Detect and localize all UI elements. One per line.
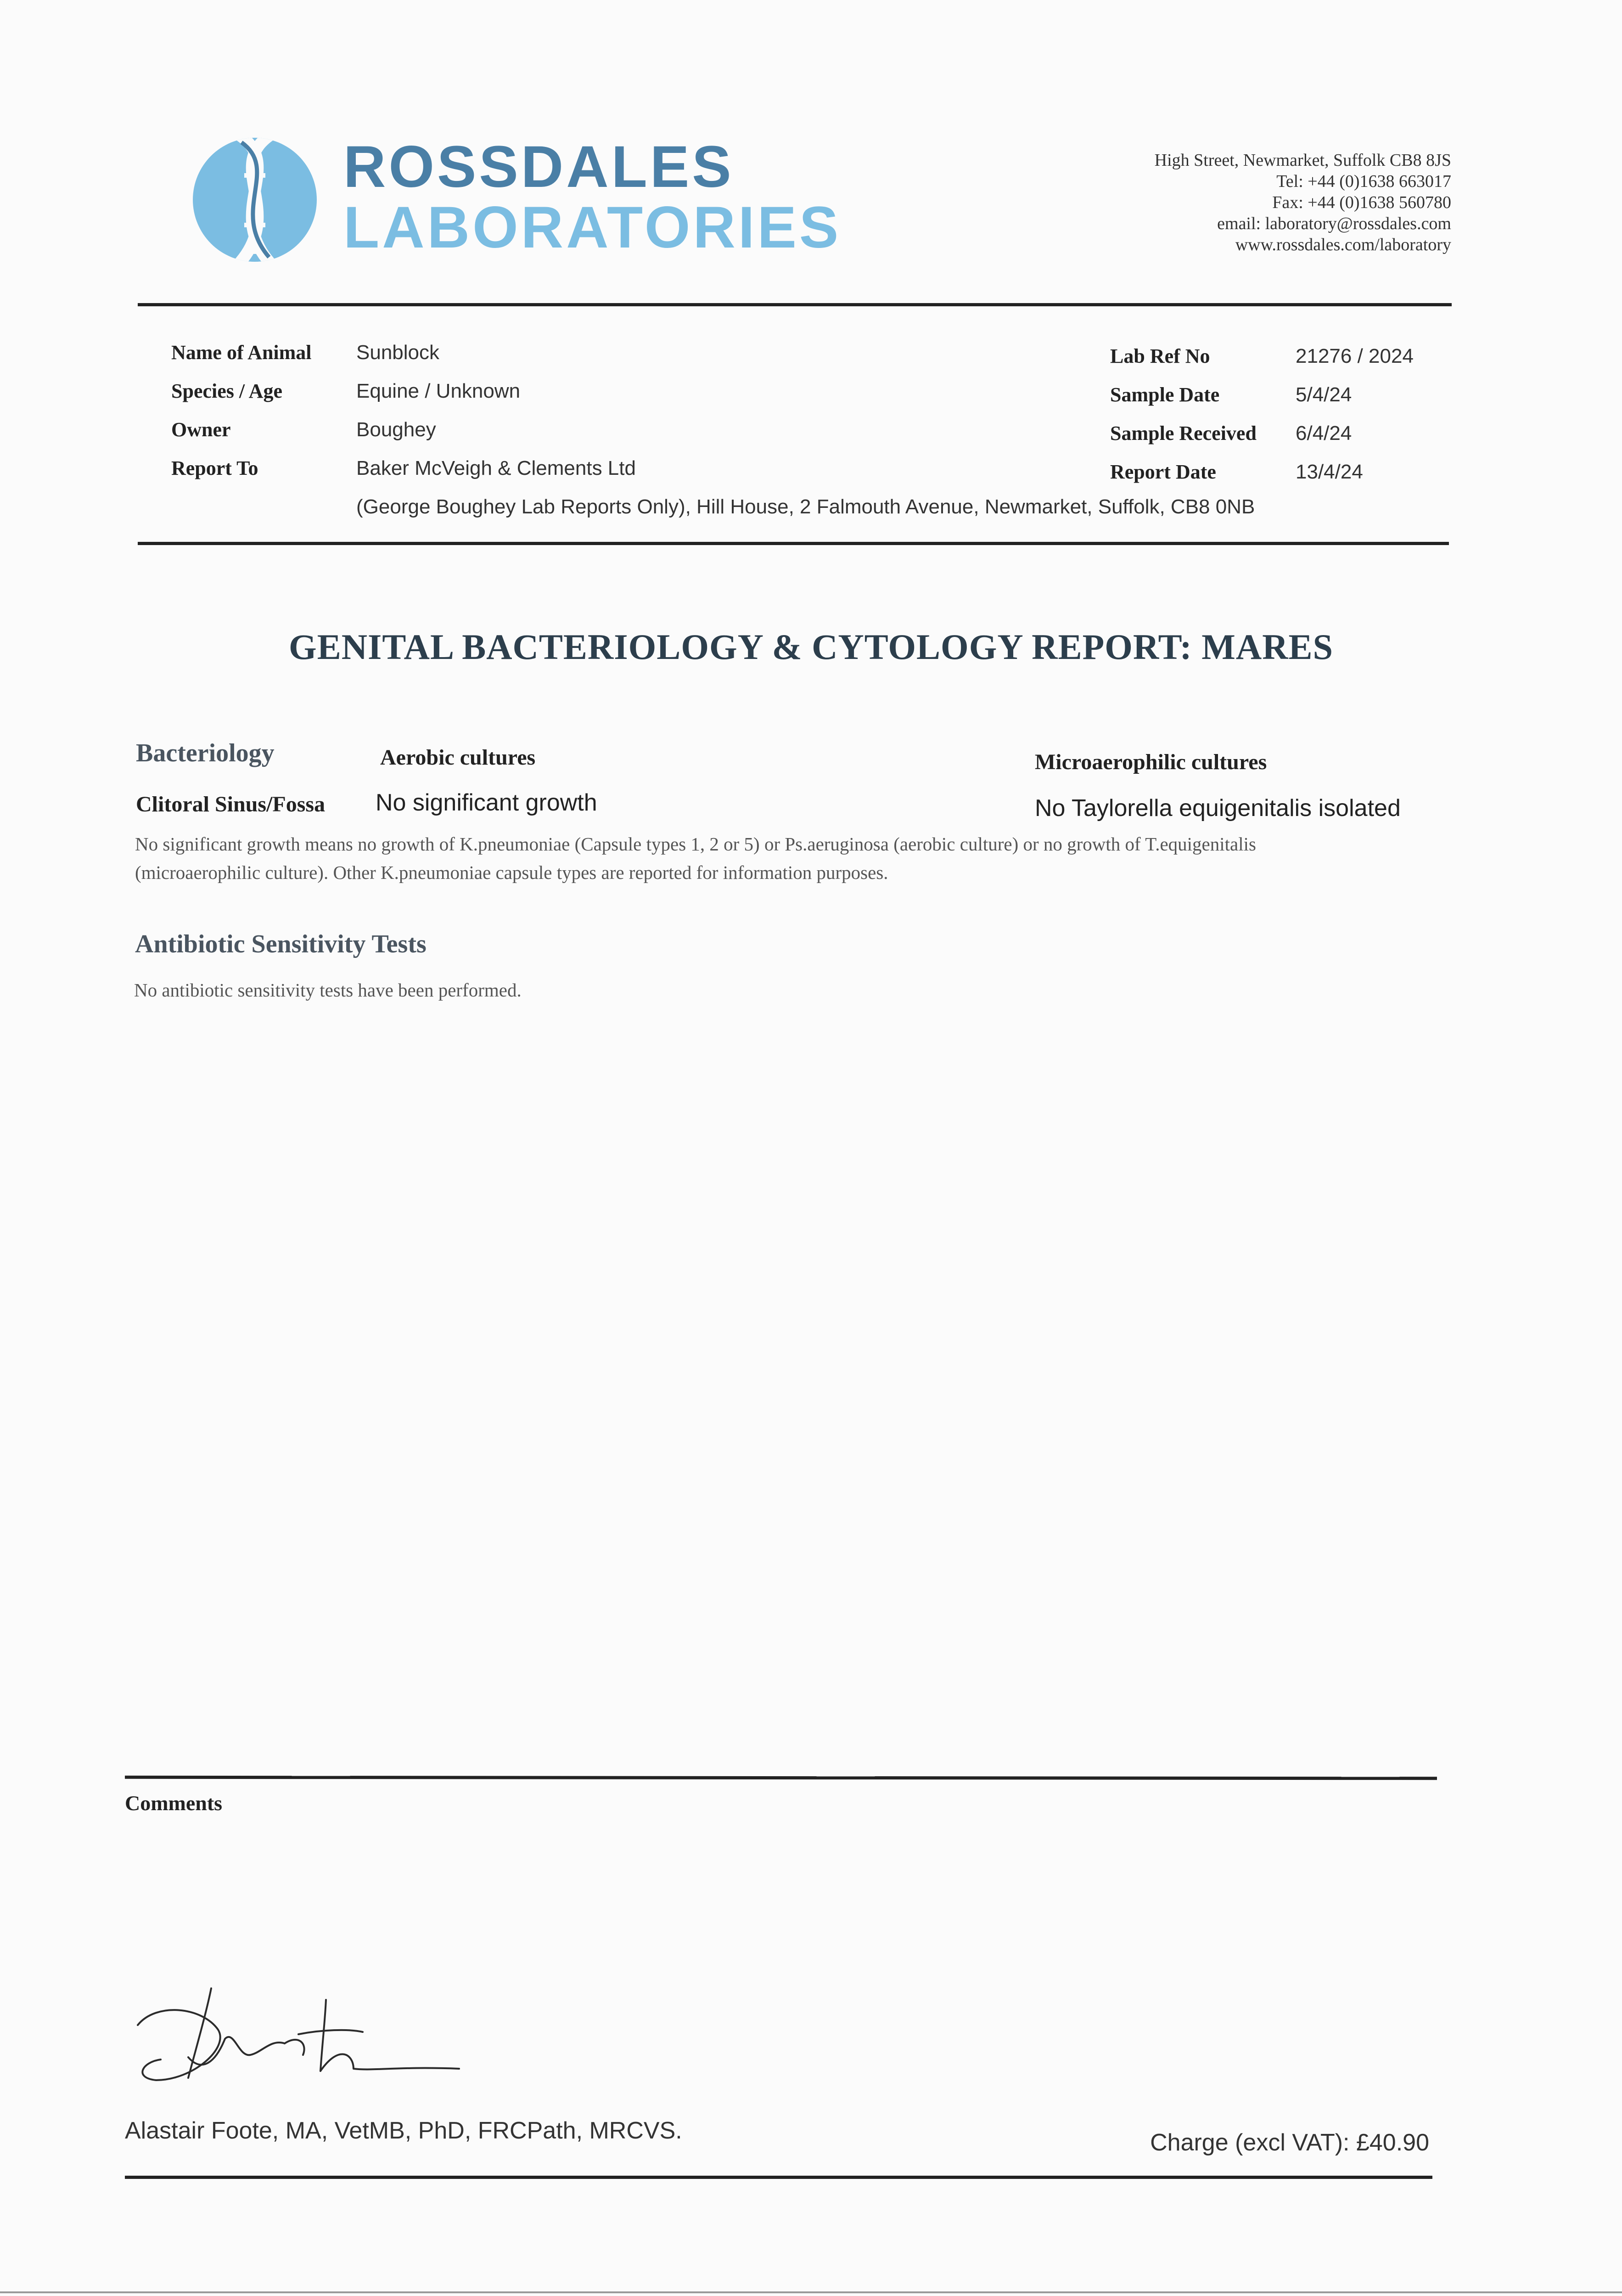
header-divider <box>138 303 1452 306</box>
lab-address: High Street, Newmarket, Suffolk CB8 8JS <box>1154 151 1451 170</box>
comments-divider <box>125 1776 1437 1780</box>
species-age-value: Equine / Unknown <box>356 380 521 402</box>
report-to-value: Baker McVeigh & Clements Ltd <box>356 457 636 479</box>
interpretation-note-line1: No significant growth means no growth of K.pneumoniae (Capsule types 1, 2 or 5) or Ps.aeruginosa (aerobic culture) or no growth of T.equigenitalis <box>135 833 1256 855</box>
owner-label: Owner <box>171 418 231 441</box>
interpretation-note-line2: (microaerophilic culture). Other K.pneumoniae capsule types are reported for information purposes. <box>135 862 888 883</box>
report-to-label: Report To <box>171 457 258 479</box>
sample-received-value: 6/4/24 <box>1296 422 1352 445</box>
aerobic-cultures-heading: Aerobic cultures <box>380 745 536 770</box>
sample-site-label: Clitoral Sinus/Fossa <box>136 792 326 816</box>
lab-website: www.rossdales.com/laboratory <box>1235 235 1451 254</box>
lab-ref-label: Lab Ref No <box>1110 345 1210 367</box>
antibiotic-sensitivity-text: No antibiotic sensitivity tests have been performed. <box>134 979 522 1001</box>
sample-received-label: Sample Received <box>1110 422 1257 445</box>
details-divider <box>138 542 1449 545</box>
signature <box>124 1975 473 2094</box>
report-date-label: Report Date <box>1110 461 1216 483</box>
sample-date-value: 5/4/24 <box>1296 383 1352 406</box>
report-to-address: (George Boughey Lab Reports Only), Hill House, 2 Falmouth Avenue, Newmarket, Suffolk, CB8 0NB <box>356 495 1255 518</box>
lab-telephone: Tel: +44 (0)1638 663017 <box>1276 172 1451 191</box>
dna-helix-icon <box>193 133 317 266</box>
report-title: GENITAL BACTERIOLOGY & CYTOLOGY REPORT: MARES <box>289 627 1333 667</box>
charge-amount: Charge (excl VAT): £40.90 <box>1150 2129 1429 2156</box>
comments-label: Comments <box>125 1791 223 1815</box>
name-of-animal-value: Sunblock <box>356 341 440 364</box>
microaerophilic-cultures-heading: Microaerophilic cultures <box>1035 750 1267 774</box>
sample-date-label: Sample Date <box>1110 383 1220 406</box>
lab-email: email: laboratory@rossdales.com <box>1217 214 1451 233</box>
bacteriology-heading: Bacteriology <box>136 739 275 767</box>
lab-fax: Fax: +44 (0)1638 560780 <box>1272 193 1451 212</box>
owner-value: Boughey <box>356 418 436 441</box>
species-age-label: Species / Age <box>171 380 282 402</box>
name-of-animal-label: Name of Animal <box>171 341 312 364</box>
footer-divider <box>125 2176 1432 2179</box>
lab-ref-value: 21276 / 2024 <box>1296 345 1414 367</box>
page-edge-line <box>0 2291 1622 2293</box>
brand-name-line2: LABORATORIES <box>343 195 842 260</box>
brand-name-line1: ROSSDALES <box>343 134 734 200</box>
report-date-value: 13/4/24 <box>1296 461 1363 483</box>
antibiotic-sensitivity-heading: Antibiotic Sensitivity Tests <box>135 930 427 958</box>
signatory-name: Alastair Foote, MA, VetMB, PhD, FRCPath, MRCVS. <box>125 2117 682 2144</box>
aerobic-result: No significant growth <box>376 789 597 816</box>
microaerophilic-result: No Taylorella equigenitalis isolated <box>1035 795 1401 822</box>
